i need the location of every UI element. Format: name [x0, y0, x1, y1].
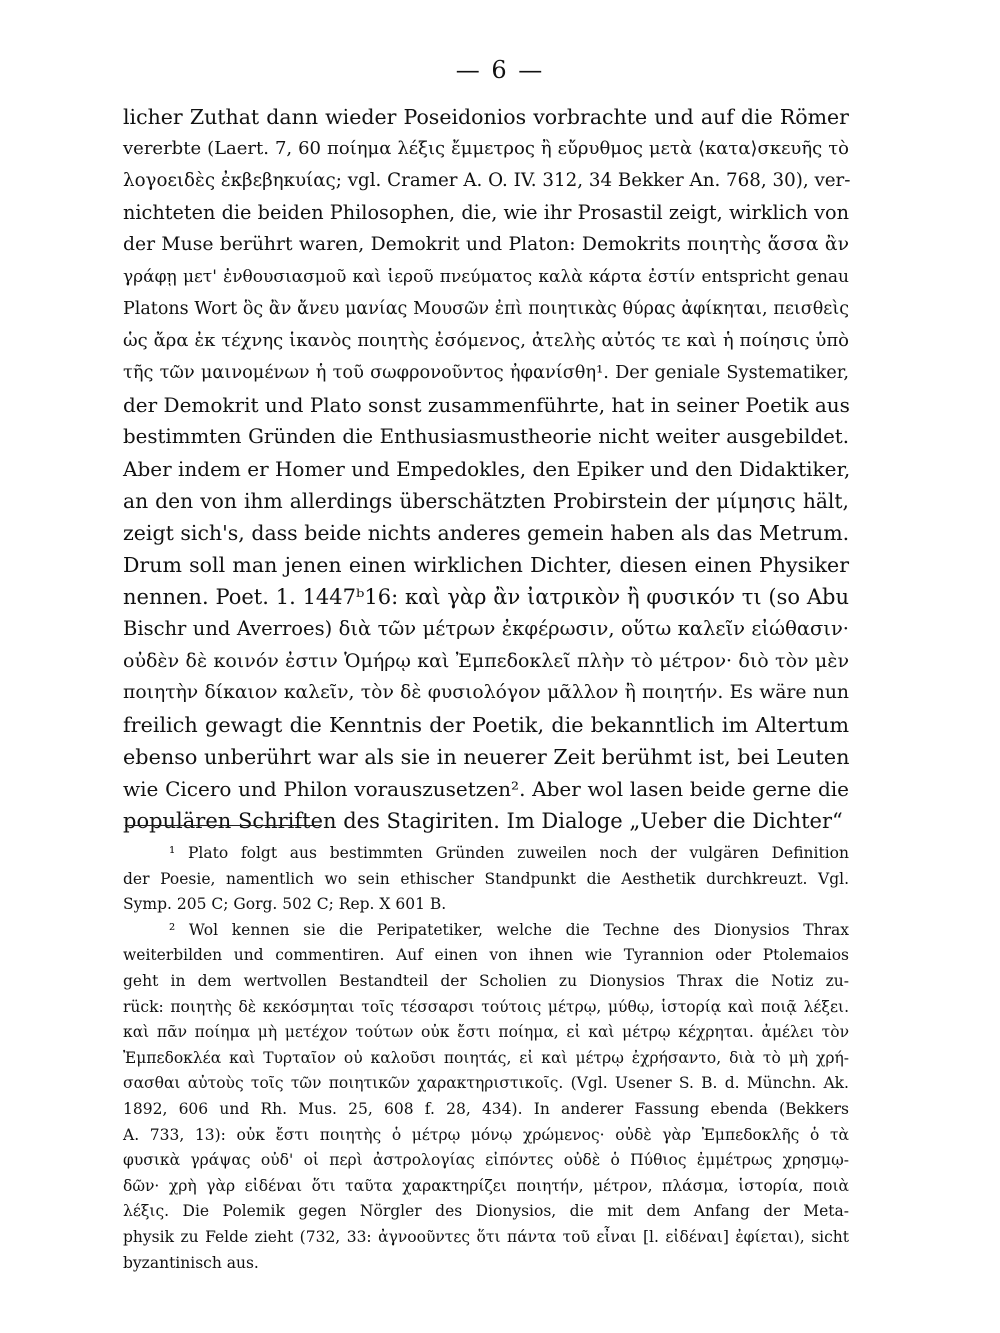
body-line: populären Schriften des Stagiriten. Im Dialoge „Ueber die Dichter“ [123, 809, 843, 833]
footnote-line: Symp. 205 C; Gorg. 502 C; Rep. X 601 B. [123, 895, 447, 914]
body-line: der Muse berührt waren, Demokrit und Platon: Demokrits ποιητὴς ἅσσα ἂν [123, 234, 849, 255]
body-line: licher Zuthat dann wieder Poseidonios vorbrachte und auf die Römer [123, 105, 849, 129]
body-line: γράφῃ μετ' ἐνθουσιασμοῦ καὶ ἱεροῦ πνεύματος καλὰ κάρτα ἐστίν entspricht genau [123, 267, 849, 287]
footnote-line: ² Wol kennen sie die Peripatetiker, welche die Techne des Dionysios Thrax [169, 920, 849, 939]
footnote-line: ¹ Plato folgt aus bestimmten Gründen zuweilen noch der vulgären Definition [169, 844, 849, 862]
footnote-line: 1892, 606 und Rh. Mus. 25, 608 f. 28, 434). In anderer Fassung ebenda (Bekkers [123, 1099, 849, 1118]
body-line: Platons Wort ὃς ἂν ἄνευ μανίας Μουσῶν ἐπὶ ποιητικὰς θύρας ἀφίκηται, πεισθεὶς [123, 299, 849, 319]
body-line: wie Cicero und Philon vorauszusetzen². Aber wol lasen beide gerne die [123, 777, 849, 801]
footnote-line: der Poesie, namentlich wo sein ethischer Standpunkt die Aesthetik durchkreuzt. Vgl. [123, 869, 849, 888]
body-line: freilich gewagt die Kenntnis der Poetik, die bekanntlich im Altertum [123, 713, 849, 737]
footnote-line: geht in dem wertvollen Bestandteil der Scholien zu Dionysios Thrax die Notiz zu- [123, 971, 849, 990]
body-line: τῆς τῶν μαινομένων ἡ τοῦ σωφρονοῦντος ἠφανίσθη¹. Der geniale Systematiker, [123, 363, 849, 383]
body-line: λογοειδὲς ἐκβεβηκυίας; vgl. Cramer A. O. IV. 312, 34 Bekker An. 768, 30), ver- [123, 170, 851, 191]
footnote-line: λέξις. Die Polemik gegen Nörgler des Dionysios, die mit dem Anfang der Meta- [123, 1202, 849, 1221]
body-line: bestimmten Gründen die Enthusiasmustheorie nicht weiter ausgebildet. [123, 425, 849, 448]
body-line: nichteten die beiden Philosophen, die, wie ihr Prosastil zeigt, wirklich von [123, 201, 849, 224]
footnote-line: weiterbilden und commentiren. Auf einen von ihnen wie Tyrannion oder Ptolemaios [123, 946, 849, 965]
body-line: Drum soll man jenen einen wirklichen Dichter, diesen einen Physiker [123, 553, 849, 577]
footnote-line: δῶν· χρὴ γὰρ εἰδέναι ὅτι ταῦτα χαρακτηρίζει ποιητήν, μέτρον, πλάσμα, ἱστορία, ποιὰ [123, 1176, 849, 1195]
body-text [123, 101, 849, 837]
footnote-line: φυσικὰ γράψας οὐδ' οἱ περὶ ἀστρολογίας εἰπόντες οὐδὲ ὁ Πύθιος ἐμμέτρως χρησμῳ- [123, 1151, 849, 1170]
footnote-separator [125, 825, 321, 826]
body-line: Bischr und Averroes) διὰ τῶν μέτρων ἐκφέρωσιν, οὕτω καλεῖν εἰώθασιν· [123, 617, 849, 640]
footnote-line: σασθαι αὐτοὺς τοῖς τῶν ποιητικῶν χαρακτηριστικοῖς. (Vgl. Usener S. B. d. Münchn. Ak. [123, 1074, 849, 1093]
body-line: an den von ihm allerdings überschätzten Probirstein der μίμησις hält, [123, 489, 849, 513]
body-line: der Demokrit und Plato sonst zusammenführte, hat in seiner Poetik aus [123, 393, 850, 417]
body-line: zeigt sich's, dass beide nichts anderes gemein haben als das Metrum. [123, 521, 850, 545]
body-line: οὐδὲν δὲ κοινόν ἐστιν Ὁμήρῳ καὶ Ἐμπεδοκλεῖ πλὴν τὸ μέτρον· διὸ τὸν μὲν [123, 650, 849, 672]
body-line: ὡς ἄρα ἐκ τέχνης ἱκανὸς ποιητὴς ἐσόμενος, ἀτελὴς αὐτός τε καὶ ἡ ποίησις ὑπὸ [123, 330, 849, 351]
footnote-line: rück: ποιητὴς δὲ κεκόσμηται τοῖς τέσσαρσι τούτοις μέτρῳ, μύθῳ, ἱστορίᾳ καὶ ποιᾷ λέξει. [123, 997, 849, 1016]
body-line: vererbte (Laert. 7, 60 ποίημα λέξις ἔμμετρος ἢ εὔρυθμος μετὰ ⟨κατα⟩σκευῆς τὸ [123, 138, 849, 159]
body-line: Aber indem er Homer und Empedokles, den Epiker und den Didaktiker, [123, 457, 851, 481]
body-line: ebenso unberührt war als sie in neuerer Zeit berühmt ist, bei Leuten [123, 745, 850, 769]
footnote-line: Ἐμπεδοκλέα καὶ Τυρταῖον οὐ καλοῦσι ποιητάς, εἰ καὶ μέτρῳ ἐχρήσαντο, διὰ τὸ μὴ χρή- [123, 1048, 849, 1067]
footnote-line: A. 733, 13): οὐκ ἔστι ποιητὴς ὁ μέτρῳ μόνῳ χρώμενος· οὐδὲ γὰρ Ἐμπεδοκλῆς ὁ τὰ [123, 1125, 849, 1144]
body-line: nennen. Poet. 1. 1447ᵇ16: καὶ γὰρ ἂν ἰατρικὸν ἢ φυσικόν τι (so Abu [123, 585, 849, 609]
footnote-line: byzantinisch aus. [123, 1253, 259, 1272]
body-line: ποιητὴν δίκαιον καλεῖν, τὸν δὲ φυσιολόγον μᾶλλον ἢ ποιητήν. Es wäre nun [123, 682, 849, 703]
page-number: — 6 — [455, 56, 545, 84]
footnote-line: physik zu Felde zieht (732, 33: ἀγνοοῦντες ὅτι πάντα τοῦ εἶναι [l. εἰδέναι] ἐφίεται), sicht [123, 1227, 849, 1246]
footnotes [123, 841, 849, 1276]
footnote-line: καὶ πᾶν ποίημα μὴ μετέχον τούτων οὐκ ἔστι ποίημα, εἰ καὶ μέτρῳ κέχρηται. ἀμέλει τὸν [123, 1023, 849, 1042]
